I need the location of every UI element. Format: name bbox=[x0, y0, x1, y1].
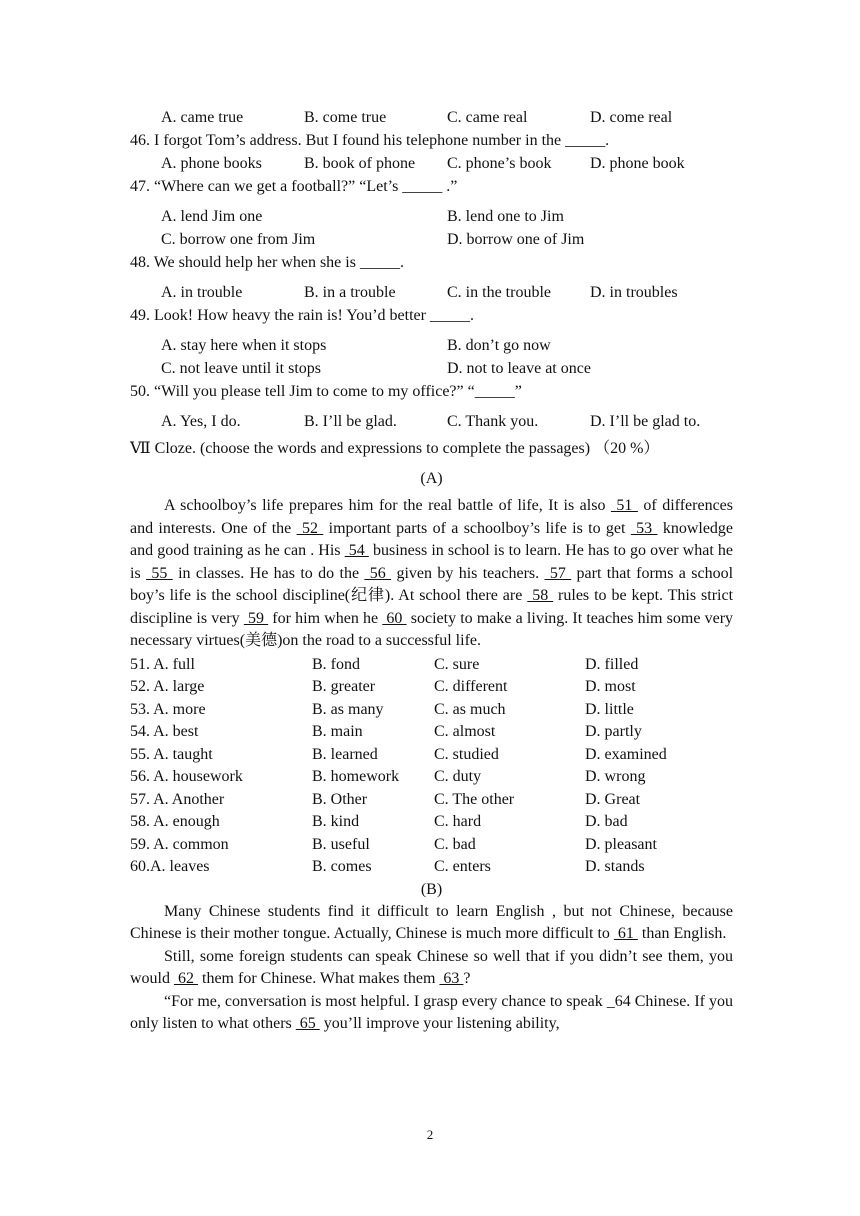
blank-63[interactable]: 63 bbox=[439, 970, 464, 987]
blank-56[interactable]: 56 bbox=[364, 564, 392, 582]
answer-option[interactable]: 57. A. Another bbox=[130, 790, 225, 808]
blank-61[interactable]: 61 bbox=[613, 925, 638, 942]
blank-52[interactable]: 52 bbox=[296, 519, 324, 537]
answer-option[interactable]: B. I’ll be glad. bbox=[304, 413, 397, 430]
answer-option[interactable]: D. borrow one of Jim bbox=[447, 231, 585, 248]
answer-option[interactable]: 60.A. leaves bbox=[130, 858, 210, 875]
question-stem: 49. Look! How heavy the rain is! You’d better _____. bbox=[130, 307, 474, 324]
answer-option[interactable]: A. came true bbox=[161, 109, 244, 126]
question-stem: 50. “Will you please tell Jim to come to my office?” “_____” bbox=[130, 383, 522, 400]
answer-option[interactable]: D. phone book bbox=[590, 155, 685, 172]
options-row bbox=[130, 281, 733, 304]
passage-b-paragraph: Still, some foreign students can speak Chinese so well that if you didn’t see them, you would 62 them for Chinese. What makes them 63 ? bbox=[130, 947, 733, 987]
passage-a bbox=[130, 495, 733, 653]
blank-60[interactable]: 60 bbox=[382, 609, 407, 627]
answer-option[interactable]: D. not to leave at once bbox=[447, 360, 591, 377]
cloze-option-row bbox=[130, 855, 733, 878]
answer-option[interactable]: D. wrong bbox=[585, 768, 646, 785]
answer-option[interactable]: B. lend one to Jim bbox=[447, 208, 564, 225]
answer-option[interactable]: B. as many bbox=[312, 700, 384, 718]
answer-option[interactable]: D. bad bbox=[585, 813, 628, 830]
answer-option[interactable]: C. enters bbox=[434, 858, 491, 875]
answer-option[interactable]: B. Other bbox=[312, 790, 368, 808]
passage-b-paragraph: “For me, conversation is most helpful. I grasp every chance to speak _64 Chinese. If you only listen to what others 65 you’ll improve your listening ability, bbox=[130, 992, 733, 1032]
answer-option[interactable]: A. in trouble bbox=[161, 284, 243, 301]
page-number: 2 bbox=[426, 1127, 434, 1142]
blank-59[interactable]: 59 bbox=[243, 609, 269, 627]
answer-option[interactable]: A. phone books bbox=[161, 155, 262, 172]
answer-option[interactable]: B. main bbox=[312, 723, 363, 740]
options-row bbox=[130, 410, 733, 433]
answer-option[interactable]: C. as much bbox=[434, 700, 506, 718]
answer-option[interactable]: B. in a trouble bbox=[304, 284, 396, 301]
answer-option[interactable]: D. pleasant bbox=[585, 835, 657, 853]
cloze-option-row bbox=[130, 765, 733, 788]
cloze-option-row bbox=[130, 833, 733, 856]
answer-option[interactable]: B. book of phone bbox=[304, 155, 416, 172]
answer-option[interactable]: C. Thank you. bbox=[447, 413, 539, 430]
answer-option[interactable]: D. Great bbox=[585, 790, 641, 808]
answer-option[interactable]: 54. A. best bbox=[130, 723, 199, 740]
answer-option[interactable]: D. most bbox=[585, 678, 636, 695]
cloze-option-row bbox=[130, 675, 733, 698]
cloze-option-row bbox=[130, 810, 733, 833]
answer-option[interactable]: C. in the trouble bbox=[447, 284, 551, 301]
cloze-option-row bbox=[130, 698, 733, 721]
answer-option[interactable]: C. studied bbox=[434, 745, 499, 763]
answer-option[interactable]: C. different bbox=[434, 678, 508, 695]
answer-option[interactable]: C. The other bbox=[434, 790, 515, 808]
options-row bbox=[130, 106, 733, 129]
blank-53[interactable]: 53 bbox=[630, 519, 658, 537]
options-row bbox=[130, 357, 733, 380]
section-title: Ⅶ Cloze. (choose the words and expressions to complete the passages) （20 %） bbox=[130, 440, 660, 457]
answer-option[interactable]: A. stay here when it stops bbox=[161, 337, 327, 354]
answer-option[interactable]: 51. A. full bbox=[130, 655, 195, 673]
answer-option[interactable]: D. partly bbox=[585, 723, 642, 740]
answer-option[interactable]: B. useful bbox=[312, 835, 370, 853]
answer-option[interactable]: 58. A. enough bbox=[130, 813, 220, 830]
answer-option[interactable]: D. filled bbox=[585, 655, 639, 673]
answer-option[interactable]: C. almost bbox=[434, 723, 496, 740]
answer-option[interactable]: 52. A. large bbox=[130, 678, 205, 695]
question-stem: 46. I forgot Tom’s address. But I found his telephone number in the _____. bbox=[130, 132, 610, 149]
passage-a-label: (A) bbox=[420, 470, 443, 487]
answer-option[interactable]: C. borrow one from Jim bbox=[161, 231, 316, 248]
options-row bbox=[130, 205, 733, 228]
answer-option[interactable]: C. sure bbox=[434, 655, 480, 673]
answer-option[interactable]: C. hard bbox=[434, 813, 482, 830]
cloze-options-table bbox=[130, 653, 733, 878]
answer-option[interactable]: C. came real bbox=[447, 109, 528, 126]
answer-option[interactable]: C. duty bbox=[434, 768, 482, 785]
answer-option[interactable]: B. fond bbox=[312, 655, 360, 673]
answer-option[interactable]: C. not leave until it stops bbox=[161, 360, 321, 377]
answer-option[interactable]: 56. A. housework bbox=[130, 768, 243, 785]
answer-option[interactable]: 55. A. taught bbox=[130, 745, 213, 763]
cloze-option-row bbox=[130, 720, 733, 743]
cloze-option-row bbox=[130, 653, 733, 676]
answer-option[interactable]: B. learned bbox=[312, 745, 378, 763]
answer-option[interactable]: D. little bbox=[585, 700, 634, 718]
passage-b-label: (B) bbox=[420, 880, 443, 898]
answer-option[interactable]: B. comes bbox=[312, 858, 372, 875]
answer-option[interactable]: D. I’ll be glad to. bbox=[590, 413, 701, 430]
multiple-choice-section bbox=[130, 106, 733, 433]
cloze-option-row bbox=[130, 743, 733, 766]
answer-option[interactable]: B. come true bbox=[304, 109, 387, 126]
passage-b bbox=[130, 901, 733, 1036]
question-stem: 47. “Where can we get a football?” “Let’s _____ .” bbox=[130, 178, 458, 195]
answer-option[interactable]: C. bad bbox=[434, 835, 476, 853]
blank-58[interactable]: 58 bbox=[527, 587, 554, 604]
answer-option[interactable]: D. come real bbox=[590, 109, 673, 126]
answer-option[interactable]: B. homework bbox=[312, 768, 400, 785]
answer-option[interactable]: A. lend Jim one bbox=[161, 208, 263, 225]
blank-54[interactable]: 54 bbox=[344, 542, 369, 559]
answer-option[interactable]: B. kind bbox=[312, 813, 360, 830]
blank-57[interactable]: 57 bbox=[544, 564, 572, 582]
passage-a-text: A schoolboy’s life prepares him for the real battle of life, It is also 51 of differences and interests. One of the 52 important parts of a schoolboy’s life is to get 53 knowledge and good training as he can . His 54 business in school is to learn. He has to go over what he is 55 in classes. He has to do the 56 given by his teachers. 57 part that forms a school boy’s life is the school discipline(纪律). At school there are 58 rules to be kept. This strict discipline is very 59 for him when he 60 society to make a living. It teaches him some very necessary virtues(美德)on the road to a successful life. bbox=[130, 497, 734, 649]
answer-option[interactable]: 53. A. more bbox=[130, 700, 206, 718]
passage-b-paragraph: Many Chinese students find it difficult to learn English , but not Chinese, because Chinese is their mother tongue. Actually, Chinese is much more difficult to 61 than English. bbox=[130, 902, 733, 942]
answer-option[interactable]: D. examined bbox=[585, 745, 667, 763]
cloze-option-row bbox=[130, 788, 733, 811]
exam-page bbox=[130, 106, 733, 1036]
blank-55[interactable]: 55 bbox=[146, 564, 173, 582]
question-stem: 48. We should help her when she is _____. bbox=[130, 254, 404, 271]
answer-option[interactable]: C. phone’s book bbox=[447, 155, 552, 172]
answer-option[interactable]: A. Yes, I do. bbox=[161, 413, 241, 430]
answer-option[interactable]: D. in troubles bbox=[590, 284, 678, 301]
answer-option[interactable]: D. stands bbox=[585, 858, 645, 875]
blank-65[interactable]: 65 bbox=[295, 1015, 320, 1032]
answer-option[interactable]: B. don’t go now bbox=[447, 337, 551, 354]
options-row bbox=[130, 334, 733, 357]
blank-51[interactable]: 51 bbox=[610, 497, 638, 514]
answer-option[interactable]: 59. A. common bbox=[130, 835, 229, 853]
answer-option[interactable]: B. greater bbox=[312, 678, 376, 695]
blank-62[interactable]: 62 bbox=[174, 970, 198, 987]
options-row bbox=[130, 228, 733, 251]
options-row bbox=[130, 152, 733, 175]
